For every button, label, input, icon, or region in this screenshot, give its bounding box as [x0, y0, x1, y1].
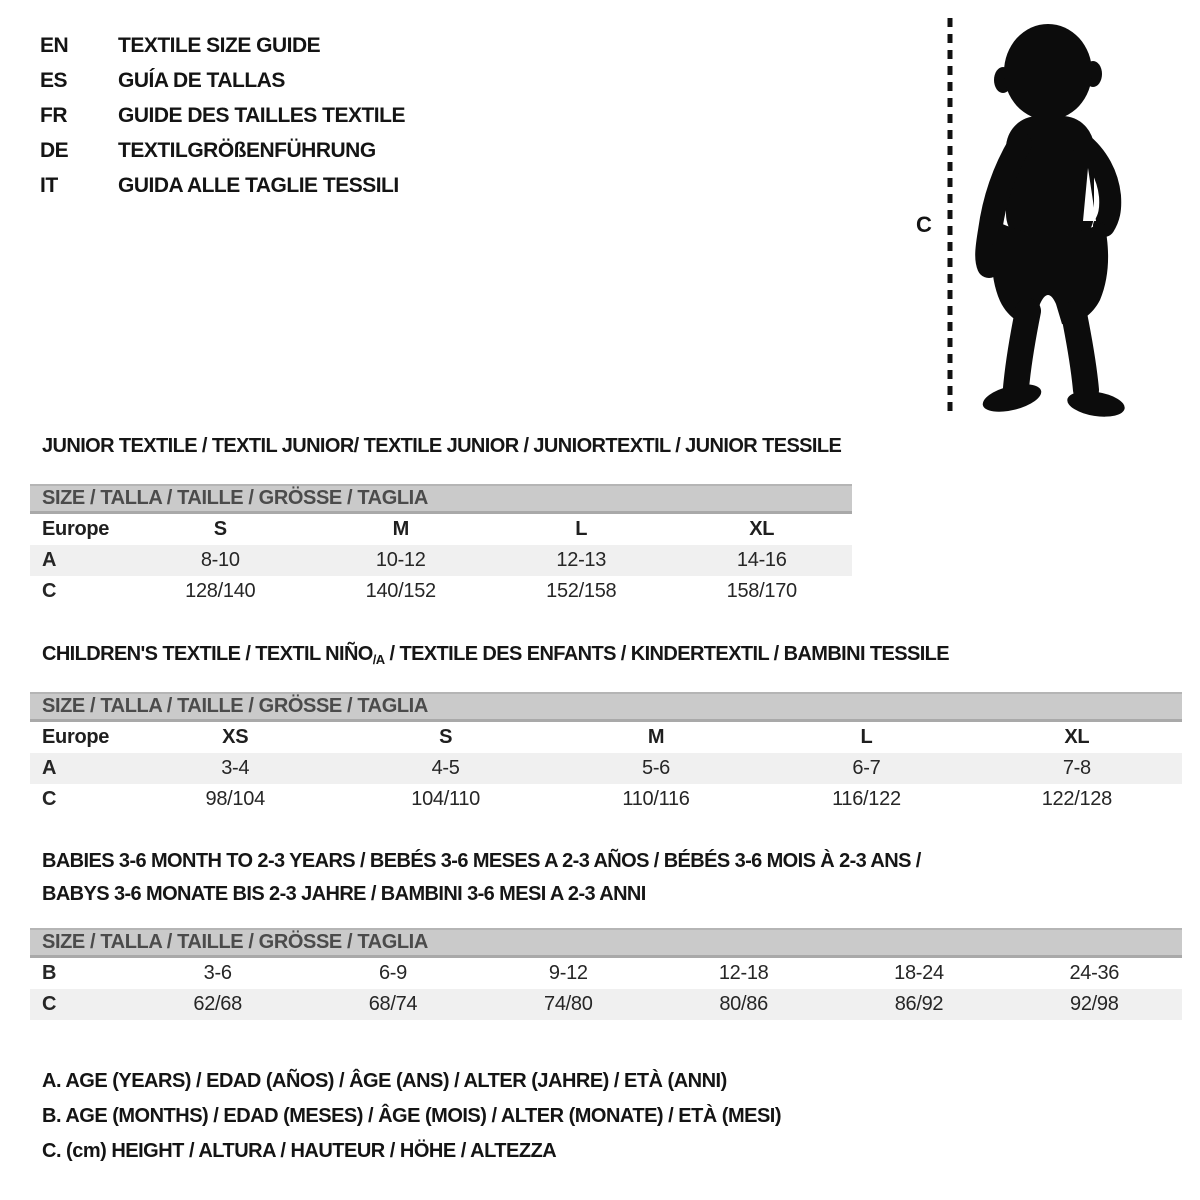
children-title-subscript: /A	[372, 652, 385, 667]
language-header	[40, 28, 405, 203]
value-cell: 6-7	[852, 757, 881, 779]
junior-section-title: JUNIOR TEXTILE / TEXTIL JUNIOR/ TEXTILE JUNIOR / JUNIORTEXTIL / JUNIOR TESSILE	[42, 435, 842, 457]
table-row	[30, 753, 1182, 784]
row-label: C	[42, 993, 57, 1015]
babies-table-header: SIZE / TALLA / TAILLE / GRÖSSE / TAGLIA	[30, 928, 1182, 958]
value-cell: 158/170	[726, 580, 797, 602]
lang-title-fr: GUIDE DES TAILLES TEXTILE	[118, 103, 405, 127]
lang-code-de: DE	[40, 138, 69, 162]
height-measure-label: C	[916, 212, 932, 237]
lang-title-en: TEXTILE SIZE GUIDE	[118, 33, 321, 57]
lang-code-es: ES	[40, 68, 68, 92]
lang-row-de	[40, 133, 405, 168]
babies-title-line2: BABYS 3-6 MONATE BIS 2-3 JAHRE / BAMBINI 3-6 MESI A 2-3 ANNI	[42, 883, 646, 905]
children-section-title	[42, 643, 949, 667]
row-label: Europe	[42, 518, 110, 540]
size-cell: S	[439, 726, 453, 748]
lang-title-it: GUIDA ALLE TAGLIE TESSILI	[118, 173, 399, 197]
children-size-table	[30, 692, 1182, 815]
junior-size-table	[30, 484, 852, 607]
row-label: C	[42, 788, 57, 810]
value-cell: 92/98	[1070, 993, 1119, 1015]
lang-title-de: TEXTILGRÖßENFÜHRUNG	[118, 138, 376, 162]
value-cell: 24-36	[1069, 962, 1120, 984]
value-cell: 68/74	[368, 993, 418, 1015]
row-label: B	[42, 962, 57, 984]
value-cell: 8-10	[200, 549, 240, 571]
value-cell: 14-16	[736, 549, 787, 571]
lang-row-en	[40, 28, 405, 63]
value-cell: 62/68	[193, 993, 242, 1015]
babies-section-title	[42, 845, 921, 911]
legend-line-c: C. (cm) HEIGHT / ALTURA / HAUTEUR / HÖHE / ALTEZZA	[42, 1140, 557, 1162]
value-cell: 140/152	[365, 580, 436, 602]
row-label: A	[42, 757, 57, 779]
table-row	[30, 958, 1182, 989]
babies-size-table	[30, 928, 1182, 1020]
legend-line-b: B. AGE (MONTHS) / EDAD (MESES) / ÂGE (MOIS) / ALTER (MONATE) / ETÀ (MESI)	[42, 1105, 782, 1127]
value-cell: 74/80	[544, 993, 593, 1015]
size-cell: S	[213, 518, 227, 540]
value-cell: 7-8	[1062, 757, 1091, 779]
value-cell: 86/92	[894, 993, 944, 1015]
babies-title-line1: BABIES 3-6 MONTH TO 2-3 YEARS / BEBÉS 3-6 MESES A 2-3 AÑOS / BÉBÉS 3-6 MOIS À 2-3 ANS /	[42, 850, 921, 872]
size-cell: M	[392, 518, 409, 540]
value-cell: 9-12	[548, 962, 588, 984]
table-row	[30, 784, 1182, 815]
value-cell: 128/140	[185, 580, 256, 602]
children-title-text: / TEXTILE DES ENFANTS / KINDERTEXTIL / BAMBINI TESSILE	[384, 643, 950, 665]
lang-row-it	[40, 168, 405, 203]
children-title-text: CHILDREN'S TEXTILE / TEXTIL NIÑO	[42, 643, 373, 665]
value-cell: 6-9	[378, 962, 407, 984]
size-cell: L	[575, 518, 588, 540]
size-cell: M	[647, 726, 665, 748]
size-cell: XL	[1064, 726, 1090, 748]
lang-code-en: EN	[40, 33, 69, 57]
table-row	[30, 576, 852, 607]
children-table-header: SIZE / TALLA / TAILLE / GRÖSSE / TAGLIA	[30, 692, 1182, 722]
value-cell: 3-4	[221, 757, 250, 779]
height-measure-line	[944, 14, 956, 420]
table-row	[30, 514, 852, 545]
value-cell: 152/158	[546, 580, 617, 602]
lang-code-fr: FR	[40, 103, 67, 127]
table-row	[30, 722, 1182, 753]
row-label: C	[42, 580, 57, 602]
value-cell: 80/86	[719, 993, 768, 1015]
size-cell: L	[860, 726, 873, 748]
value-cell: 12-13	[556, 549, 607, 571]
legend-line-a: A. AGE (YEARS) / EDAD (AÑOS) / ÂGE (ANS) / ALTER (JAHRE) / ETÀ (ANNI)	[42, 1070, 727, 1092]
value-cell: 104/110	[411, 788, 480, 810]
junior-table-header: SIZE / TALLA / TAILLE / GRÖSSE / TAGLIA	[30, 484, 852, 514]
lang-row-fr	[40, 98, 405, 133]
value-cell: 98/104	[205, 788, 265, 810]
measurement-legend	[42, 1064, 781, 1169]
lang-code-it: IT	[40, 173, 58, 197]
value-cell: 18-24	[894, 962, 944, 984]
value-cell: 3-6	[203, 962, 232, 984]
value-cell: 5-6	[642, 757, 671, 779]
value-cell: 122/128	[1041, 788, 1112, 810]
lang-title-es: GUÍA DE TALLAS	[118, 68, 285, 92]
row-label: A	[42, 549, 57, 571]
toddler-silhouette-icon	[962, 16, 1138, 420]
value-cell: 110/116	[622, 788, 690, 810]
table-row	[30, 989, 1182, 1020]
value-cell: 10-12	[375, 549, 426, 571]
table-row	[30, 545, 852, 576]
value-cell: 116/122	[832, 788, 901, 810]
size-cell: XL	[749, 518, 775, 540]
value-cell: 12-18	[718, 962, 769, 984]
size-cell: XS	[222, 726, 249, 748]
row-label: Europe	[42, 726, 110, 748]
lang-row-es	[40, 63, 405, 98]
value-cell: 4-5	[431, 757, 460, 779]
